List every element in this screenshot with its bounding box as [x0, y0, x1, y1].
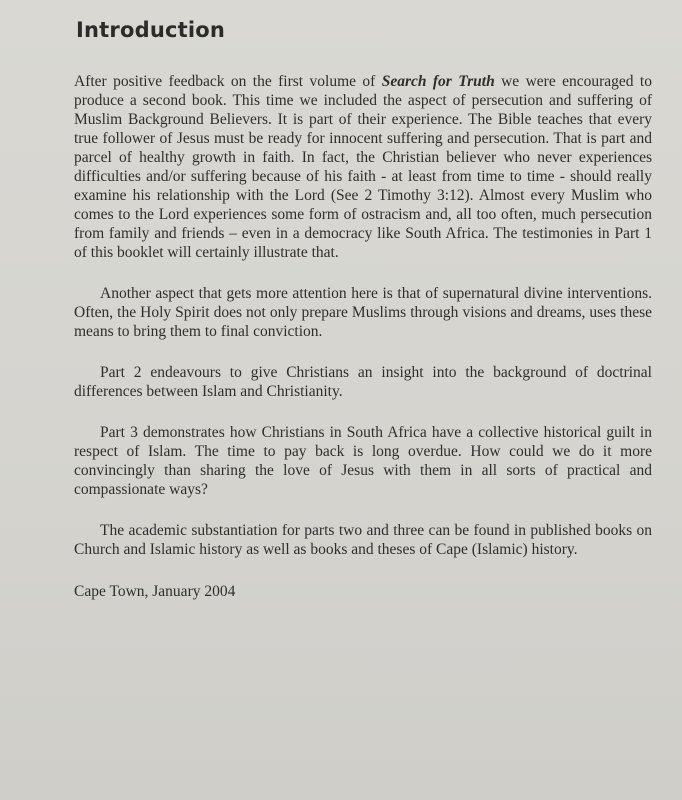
page-title: Introduction — [76, 18, 226, 42]
paragraph-1-start: After positive feedback on the first volume of — [74, 73, 382, 90]
paragraph-2: Another aspect that gets more attention here is that of supernatural divine interventions. Often, the Holy Spirit does not only prepare Muslims through visions and dreams, uses these means to bring them to final conviction. — [74, 285, 652, 340]
book-title: Search for Truth — [381, 73, 495, 90]
signoff: Cape Town, January 2004 — [74, 583, 236, 600]
paragraph-1-rest: we were encouraged to produce a second book. This time we included the aspect of persecution and suffering of Muslim Background Believers. It is part of their experience. The Bible teaches that every true follower of Jesus must be ready for innocent suffering and persecution. That is part and parcel of healthy growth in faith. In fact, the Christian believer who never experiences difficulties and/or suffering because of his faith - at least from time to time - should really examine his relationship with the Lord (See 2 Timothy 3:12). Almost every Muslim who comes to the Lord experiences some form of ostracism and, all too often, much persecution from family and friends – even in a democracy like South Africa. The testimonies in Part 1 of this booklet will certainly illustrate that. — [74, 73, 652, 261]
paragraph-5: The academic substantiation for parts two and three can be found in published books on Church and Islamic history as well as books and theses of Cape (Islamic) history. — [74, 522, 652, 558]
paragraph-3: Part 2 endeavours to give Christians an insight into the background of doctrinal differences between Islam and Christianity. — [74, 364, 652, 400]
paragraph-1 — [74, 72, 652, 262]
paragraph-4: Part 3 demonstrates how Christians in South Africa have a collective historical guilt in respect of Islam. The time to pay back is long overdue. How could we do it more convincingly than sharing the love of Jesus with them in all sorts of practical and compassionate ways? — [74, 424, 652, 498]
